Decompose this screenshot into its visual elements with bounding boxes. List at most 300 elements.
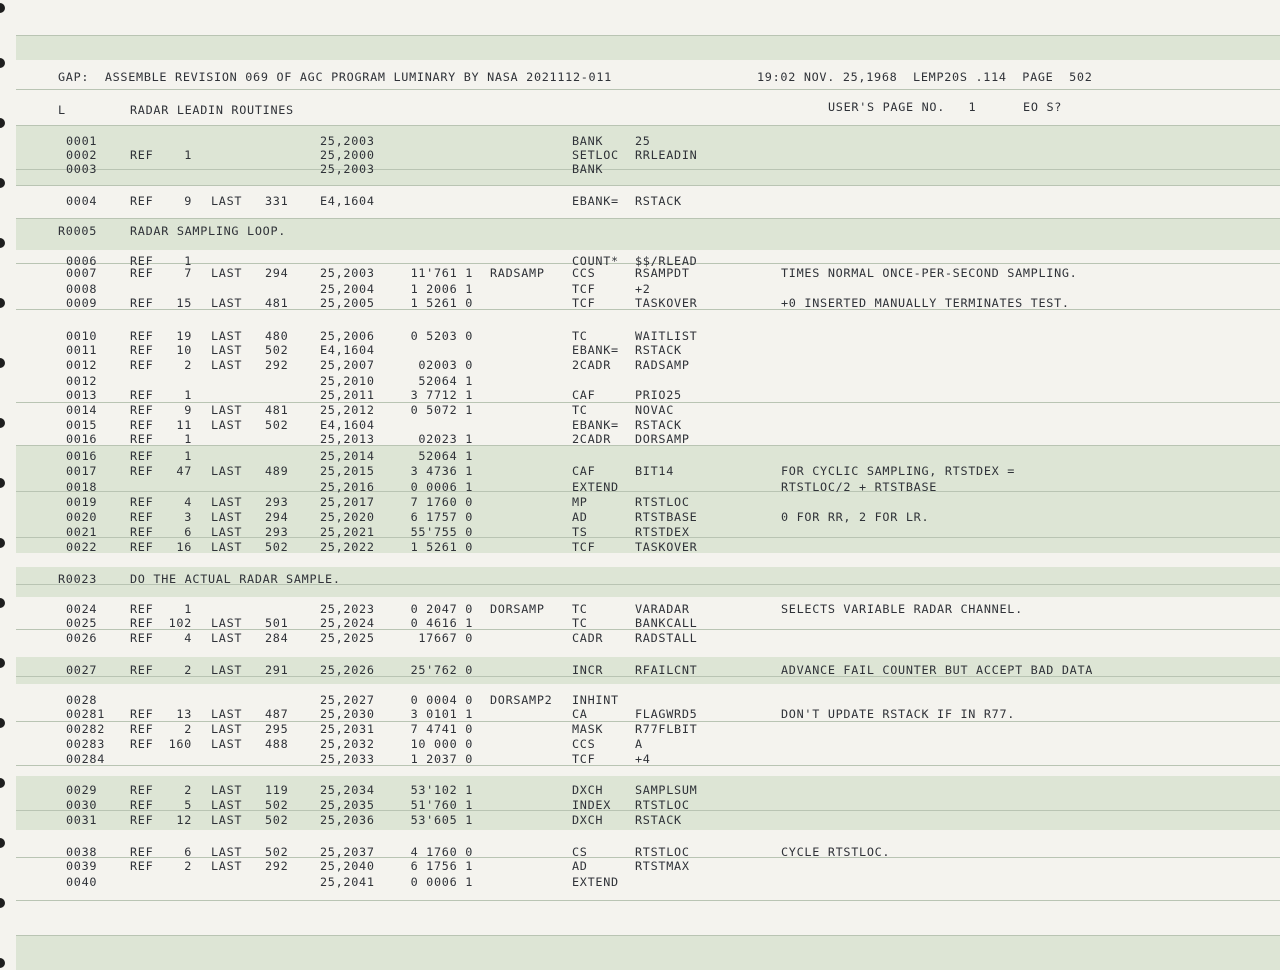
listing-row [0, 266, 1280, 280]
octal-word: 0 4616 1 [410, 616, 473, 630]
ref-tag: REF [130, 783, 154, 797]
rule-line [16, 35, 1280, 36]
opcode: EBANK= [572, 194, 619, 208]
address: 25,2041 [320, 875, 375, 889]
opcode: TC [572, 329, 588, 343]
ref-tag: REF [130, 631, 154, 645]
last-tag: LAST [211, 358, 243, 372]
line-number: 0030 [66, 798, 98, 812]
last-tag: LAST [211, 707, 243, 721]
address: 25,2004 [320, 282, 375, 296]
line-number: 0014 [66, 403, 98, 417]
header-mark: L [58, 103, 66, 117]
ref-tag: REF [130, 449, 154, 463]
ref-tag: REF [130, 602, 154, 616]
opcode: TCF [572, 752, 596, 766]
last-page: 284 [265, 631, 289, 645]
last-tag: LAST [211, 631, 243, 645]
last-tag: LAST [211, 616, 243, 630]
ref-count: 5 [184, 798, 192, 812]
opcode: TC [572, 602, 588, 616]
operand: PRIO25 [635, 388, 682, 402]
opcode: CCS [572, 266, 596, 280]
octal-word: 6 1756 1 [410, 859, 473, 873]
ref-tag: REF [130, 540, 154, 554]
listing-row [0, 162, 1280, 176]
line-number: 0038 [66, 845, 98, 859]
operand: RADSTALL [635, 631, 698, 645]
tractor-hole [0, 58, 5, 68]
operand: RTSTDEX [635, 525, 690, 539]
last-page: 502 [265, 798, 289, 812]
listing-row [0, 296, 1280, 310]
ref-count: 4 [184, 495, 192, 509]
listing-row [0, 374, 1280, 388]
address: 25,2024 [320, 616, 375, 630]
listing-row [0, 859, 1280, 873]
comment: 0 FOR RR, 2 FOR LR. [781, 510, 930, 524]
last-page: 480 [265, 329, 289, 343]
octal-word: 10 000 0 [410, 737, 473, 751]
octal-word: 1 5261 0 [410, 296, 473, 310]
address: 25,2007 [320, 358, 375, 372]
address: 25,2003 [320, 266, 375, 280]
tractor-hole [0, 118, 5, 128]
operand: DORSAMP [635, 432, 690, 446]
address: 25,2017 [320, 495, 375, 509]
octal-word: 11'761 1 [410, 266, 473, 280]
address: 25,2032 [320, 737, 375, 751]
last-page: 481 [265, 403, 289, 417]
opcode: TS [572, 525, 588, 539]
last-tag: LAST [211, 403, 243, 417]
line-number: 0020 [66, 510, 98, 524]
operand: A [635, 737, 643, 751]
header-line-left: GAP: ASSEMBLE REVISION 069 OF AGC PROGRAM LUMINARY BY NASA 2021112-011 [58, 70, 612, 84]
operand: RRLEADIN [635, 148, 698, 162]
ref-tag: REF [130, 266, 154, 280]
rule-line [16, 900, 1280, 901]
last-page: 502 [265, 418, 289, 432]
last-page: 502 [265, 813, 289, 827]
listing-row [0, 403, 1280, 417]
ref-count: 2 [184, 859, 192, 873]
ref-tag: REF [130, 859, 154, 873]
ref-tag: REF [130, 663, 154, 677]
line-number: 0024 [66, 602, 98, 616]
listing-row [0, 722, 1280, 736]
address: 25,2003 [320, 162, 375, 176]
rule-line [16, 185, 1280, 186]
last-tag: LAST [211, 737, 243, 751]
listing-row [0, 663, 1280, 677]
opcode: TC [572, 403, 588, 417]
last-tag: LAST [211, 525, 243, 539]
symbol-label: DORSAMP [490, 602, 545, 616]
octal-word: 02023 1 [418, 432, 473, 446]
last-page: 294 [265, 266, 289, 280]
ref-count: 2 [184, 358, 192, 372]
ref-count: 1 [184, 449, 192, 463]
greenbar-stripe [16, 35, 1280, 60]
opcode: EXTEND [572, 480, 619, 494]
listing-row [0, 875, 1280, 889]
header-user-page: USER'S PAGE NO. 1 EO S? [828, 100, 1063, 114]
opcode: TCF [572, 282, 596, 296]
octal-word: 0 0006 1 [410, 875, 473, 889]
ref-count: 7 [184, 266, 192, 280]
last-page: 331 [265, 194, 289, 208]
listing-row [0, 432, 1280, 446]
line-number: 0007 [66, 266, 98, 280]
line-number: 0003 [66, 162, 98, 176]
ref-count: 1 [184, 602, 192, 616]
line-number: 0027 [66, 663, 98, 677]
last-page: 294 [265, 510, 289, 524]
ref-tag: REF [130, 495, 154, 509]
line-number: 0012 [66, 358, 98, 372]
last-tag: LAST [211, 859, 243, 873]
tractor-hole [0, 3, 5, 13]
last-page: 481 [265, 296, 289, 310]
octal-word: 02003 0 [418, 358, 473, 372]
last-page: 291 [265, 663, 289, 677]
line-number: 0022 [66, 540, 98, 554]
last-page: 502 [265, 343, 289, 357]
last-page: 292 [265, 859, 289, 873]
address: 25,2027 [320, 693, 375, 707]
ref-tag: REF [130, 358, 154, 372]
ref-count: 16 [176, 540, 192, 554]
operand: BANKCALL [635, 616, 698, 630]
operand: RSTACK [635, 418, 682, 432]
symbol-label: DORSAMP2 [490, 693, 553, 707]
ref-count: 9 [184, 194, 192, 208]
octal-word: 0 5072 1 [410, 403, 473, 417]
listing-row [0, 737, 1280, 751]
ref-count: 6 [184, 845, 192, 859]
comment: TIMES NORMAL ONCE-PER-SECOND SAMPLING. [781, 266, 1078, 280]
address: 25,2035 [320, 798, 375, 812]
opcode: CAF [572, 464, 596, 478]
address: 25,2014 [320, 449, 375, 463]
line-number: 00283 [66, 737, 106, 751]
ref-count: 9 [184, 403, 192, 417]
listing-row [0, 845, 1280, 859]
address: 25,2010 [320, 374, 375, 388]
listing-row [0, 752, 1280, 766]
opcode: INDEX [572, 798, 612, 812]
line-number: 0039 [66, 859, 98, 873]
operand: +4 [635, 752, 651, 766]
ref-count: 19 [176, 329, 192, 343]
last-page: 295 [265, 722, 289, 736]
symbol-label: RADSAMP [490, 266, 545, 280]
listing-row [0, 358, 1280, 372]
last-tag: LAST [211, 495, 243, 509]
rule-line [16, 218, 1280, 219]
line-number: 0028 [66, 693, 98, 707]
listing-row [0, 798, 1280, 812]
address: 25,2012 [320, 403, 375, 417]
address: 25,2021 [320, 525, 375, 539]
listing-row [0, 602, 1280, 616]
ref-count: 10 [176, 343, 192, 357]
operand: 25 [635, 134, 651, 148]
opcode: DXCH [572, 813, 604, 827]
last-tag: LAST [211, 663, 243, 677]
address: 25,2000 [320, 148, 375, 162]
line-number: 0040 [66, 875, 98, 889]
ref-count: 160 [168, 737, 192, 751]
address: 25,2020 [320, 510, 375, 524]
opcode: COUNT* [572, 254, 619, 268]
opcode: MP [572, 495, 588, 509]
opcode: 2CADR [572, 432, 612, 446]
section-number: R0023 [58, 572, 98, 586]
address: E4,1604 [320, 343, 375, 357]
opcode: TC [572, 616, 588, 630]
ref-tag: REF [130, 329, 154, 343]
line-number: 0019 [66, 495, 98, 509]
line-number: 0018 [66, 480, 98, 494]
ref-tag: REF [130, 737, 154, 751]
opcode: EBANK= [572, 418, 619, 432]
last-tag: LAST [211, 464, 243, 478]
opcode: CS [572, 845, 588, 859]
comment: DON'T UPDATE RSTACK IF IN R77. [781, 707, 1016, 721]
ref-tag: REF [130, 525, 154, 539]
greenbar-stripe [16, 935, 1280, 970]
section-number: R0005 [58, 224, 98, 238]
ref-count: 13 [176, 707, 192, 721]
last-tag: LAST [211, 813, 243, 827]
opcode: DXCH [572, 783, 604, 797]
opcode: SETLOC [572, 148, 619, 162]
operand: RTSTLOC [635, 495, 690, 509]
octal-word: 4 1760 0 [410, 845, 473, 859]
last-tag: LAST [211, 343, 243, 357]
line-number: 0013 [66, 388, 98, 402]
address: 25,2023 [320, 602, 375, 616]
ref-count: 4 [184, 631, 192, 645]
ref-tag: REF [130, 845, 154, 859]
listing-row [0, 194, 1280, 208]
octal-word: 1 2006 1 [410, 282, 473, 296]
comment: +0 INSERTED MANUALLY TERMINATES TEST. [781, 296, 1070, 310]
ref-tag: REF [130, 343, 154, 357]
operand: R77FLBIT [635, 722, 698, 736]
comment: SELECTS VARIABLE RADAR CHANNEL. [781, 602, 1023, 616]
address: 25,2036 [320, 813, 375, 827]
address: 25,2034 [320, 783, 375, 797]
ref-count: 11 [176, 418, 192, 432]
address: 25,2011 [320, 388, 375, 402]
octal-word: 7 1760 0 [410, 495, 473, 509]
operand: RSTACK [635, 343, 682, 357]
last-tag: LAST [211, 266, 243, 280]
ref-tag: REF [130, 296, 154, 310]
line-number: 0012 [66, 374, 98, 388]
last-page: 119 [265, 783, 289, 797]
last-tag: LAST [211, 798, 243, 812]
opcode: INCR [572, 663, 604, 677]
line-number: 0002 [66, 148, 98, 162]
line-number: 00281 [66, 707, 106, 721]
operand: RSTACK [635, 194, 682, 208]
operand: SAMPLSUM [635, 783, 698, 797]
address: 25,2022 [320, 540, 375, 554]
listing-row [0, 464, 1280, 478]
operand: FLAGWRD5 [635, 707, 698, 721]
comment: FOR CYCLIC SAMPLING, RTSTDEX = [781, 464, 1016, 478]
opcode: CCS [572, 737, 596, 751]
last-tag: LAST [211, 296, 243, 310]
listing-row [0, 148, 1280, 162]
opcode: TCF [572, 296, 596, 310]
ref-tag: REF [130, 707, 154, 721]
line-number: 0011 [66, 343, 98, 357]
ref-count: 2 [184, 783, 192, 797]
last-tag: LAST [211, 194, 243, 208]
ref-tag: REF [130, 194, 154, 208]
ref-count: 47 [176, 464, 192, 478]
octal-word: 53'102 1 [410, 783, 473, 797]
listing-row [0, 813, 1280, 827]
operand: $$/RLEAD [635, 254, 698, 268]
line-number: 0006 [66, 254, 98, 268]
listing-row [0, 707, 1280, 721]
opcode: BANK [572, 134, 604, 148]
ref-count: 1 [184, 432, 192, 446]
ref-tag: REF [130, 254, 154, 268]
operand: RTSTLOC [635, 798, 690, 812]
last-tag: LAST [211, 418, 243, 432]
ref-tag: REF [130, 798, 154, 812]
ref-tag: REF [130, 418, 154, 432]
operand: RSTACK [635, 813, 682, 827]
listing-row [0, 631, 1280, 645]
ref-tag: REF [130, 616, 154, 630]
listing-row [0, 449, 1280, 463]
opcode: BANK [572, 162, 604, 176]
octal-word: 3 0101 1 [410, 707, 473, 721]
ref-tag: REF [130, 403, 154, 417]
line-number: 0010 [66, 329, 98, 343]
ref-tag: REF [130, 464, 154, 478]
ref-tag: REF [130, 148, 154, 162]
operand: RADSAMP [635, 358, 690, 372]
section-heading-row [0, 572, 1280, 586]
ref-count: 3 [184, 510, 192, 524]
operand: TASKOVER [635, 296, 698, 310]
opcode: CAF [572, 388, 596, 402]
last-page: 293 [265, 495, 289, 509]
line-number: 0016 [66, 432, 98, 446]
listing-row [0, 783, 1280, 797]
ref-tag: REF [130, 813, 154, 827]
octal-word: 7 4741 0 [410, 722, 473, 736]
address: 25,2016 [320, 480, 375, 494]
line-number: 0008 [66, 282, 98, 296]
comment: ADVANCE FAIL COUNTER BUT ACCEPT BAD DATA [781, 663, 1094, 677]
last-tag: LAST [211, 783, 243, 797]
octal-word: 1 2037 0 [410, 752, 473, 766]
octal-word: 52064 1 [418, 374, 473, 388]
ref-count: 15 [176, 296, 192, 310]
listing-row [0, 510, 1280, 524]
address: 25,2025 [320, 631, 375, 645]
line-number: 0015 [66, 418, 98, 432]
address: 25,2006 [320, 329, 375, 343]
octal-word: 0 0006 1 [410, 480, 473, 494]
octal-word: 6 1757 0 [410, 510, 473, 524]
ref-tag: REF [130, 510, 154, 524]
opcode: EBANK= [572, 343, 619, 357]
line-number: 00282 [66, 722, 106, 736]
listing-row [0, 480, 1280, 494]
last-page: 501 [265, 616, 289, 630]
octal-word: 55'755 0 [410, 525, 473, 539]
opcode: TCF [572, 540, 596, 554]
address: 25,2015 [320, 464, 375, 478]
operand: BIT14 [635, 464, 675, 478]
address: 25,2013 [320, 432, 375, 446]
address: E4,1604 [320, 418, 375, 432]
ref-count: 102 [168, 616, 192, 630]
listing-row [0, 329, 1280, 343]
ref-count: 2 [184, 722, 192, 736]
line-number: 0021 [66, 525, 98, 539]
listing-row [0, 525, 1280, 539]
last-page: 502 [265, 845, 289, 859]
line-number: 0001 [66, 134, 98, 148]
line-number: 00284 [66, 752, 106, 766]
last-tag: LAST [211, 510, 243, 524]
tractor-hole [0, 178, 5, 188]
address: 25,2031 [320, 722, 375, 736]
last-tag: LAST [211, 540, 243, 554]
opcode: AD [572, 510, 588, 524]
operand: RTSTBASE [635, 510, 698, 524]
listing-row [0, 388, 1280, 402]
tractor-hole [0, 958, 5, 968]
address: 25,2026 [320, 663, 375, 677]
section-title: DO THE ACTUAL RADAR SAMPLE. [130, 572, 341, 586]
octal-word: 3 7712 1 [410, 388, 473, 402]
last-page: 293 [265, 525, 289, 539]
comment: CYCLE RTSTLOC. [781, 845, 891, 859]
ref-tag: REF [130, 388, 154, 402]
address: 25,2040 [320, 859, 375, 873]
listing-row [0, 343, 1280, 357]
operand: RTSTLOC [635, 845, 690, 859]
tractor-hole [0, 898, 5, 908]
operand: RSAMPDT [635, 266, 690, 280]
octal-word: 17667 0 [418, 631, 473, 645]
header-title: RADAR LEADIN ROUTINES [130, 103, 294, 117]
address: 25,2003 [320, 134, 375, 148]
operand: +2 [635, 282, 651, 296]
last-tag: LAST [211, 329, 243, 343]
listing-row [0, 540, 1280, 554]
listing-row [0, 418, 1280, 432]
comment: RTSTLOC/2 + RTSTBASE [781, 480, 938, 494]
last-tag: LAST [211, 722, 243, 736]
listing-row [0, 693, 1280, 707]
section-title: RADAR SAMPLING LOOP. [130, 224, 287, 238]
octal-word: 0 0004 0 [410, 693, 473, 707]
